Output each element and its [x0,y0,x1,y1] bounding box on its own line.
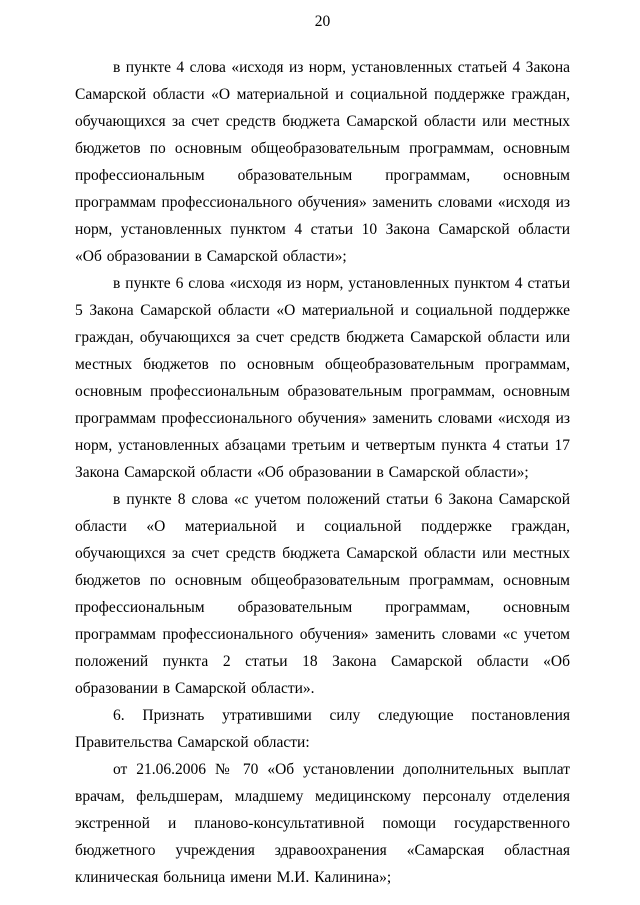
page-number: 20 [314,13,331,30]
paragraph: в пункте 6 слова «исходя из норм, установленных пунктом 4 статьи 5 Закона Самарской области «О материальной и социальной поддержке граждан, обучающихся за счет средств бюджета Самарской области или местных бюджетов по основным общеобразовательным программам, основным профессиональным образовательным программам, основным программам профессионального обучения» заменить словами «исходя из норм, установленных абзацами третьим и четвертым пункта 4 статьи 17 Закона Самарской области «Об образовании в Самарской области»; [75,275,570,481]
paragraph: от 21.06.2006 № 70 «Об установлении дополнительных выплат врачам, фельдшерам, младшему медицинскому персоналу отделения экстренной и планово-консультативной помощи государственного бюджетного учреждения здравоохранения «Самарская областная клиническая больница имени М.И. Калинина»; [75,761,570,886]
paragraph: 6. Признать утратившими силу следующие постановления Правительства Самарской области: [75,707,570,751]
paragraph: в пункте 4 слова «исходя из норм, установленных статьей 4 Закона Самарской области «О материальной и социальной поддержке граждан, обучающихся за счет средств бюджета Самарской области или местных бюджетов по основным общеобразовательным программам, основным профессиональным образовательным программам, основным программам профессионального обучения» заменить словами «исходя из норм, установленных пунктом 4 статьи 10 Закона Самарской области «Об образовании в Самарской области»; [75,59,570,265]
paragraph: в пункте 8 слова «с учетом положений статьи 6 Закона Самарской области «О материальной и социальной поддержке граждан, обучающихся за счет средств бюджета Самарской области или местных бюджетов по основным общеобразовательным программам, основным профессиональным образовательным программам, основным программам профессионального обучения» заменить словами «с учетом положений пункта 2 статьи 18 Закона Самарской области «Об образовании в Самарской области». [75,491,570,697]
document-body [75,54,570,891]
